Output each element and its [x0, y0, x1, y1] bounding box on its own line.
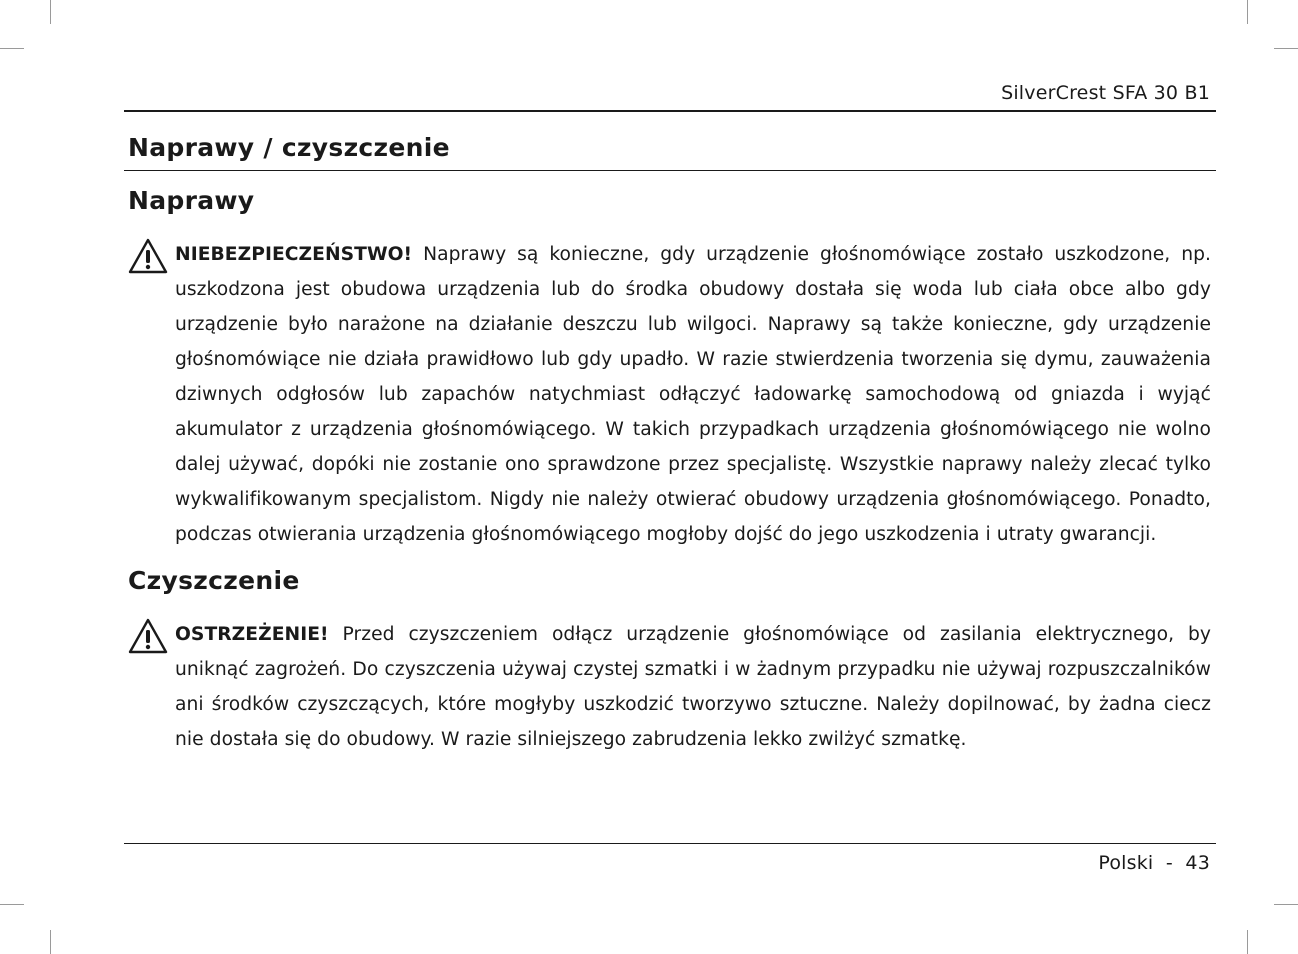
- footer-rule: [124, 843, 1216, 844]
- section-heading-repairs: Naprawy: [128, 186, 255, 215]
- crop-mark: [50, 930, 51, 954]
- page-title: Naprawy / czyszczenie: [128, 133, 450, 162]
- crop-mark: [0, 904, 24, 905]
- crop-mark: [1247, 930, 1248, 954]
- cleaning-warning-paragraph: [175, 617, 1211, 757]
- warning-label: OSTRZEŻENIE!: [175, 624, 329, 645]
- running-header: SilverCrest SFA 30 B1: [1001, 82, 1210, 104]
- header-rule: [124, 110, 1216, 112]
- cleaning-warning-text: Przed czyszczeniem odłącz urządzenie głośnomówiące od zasilania elektrycznego, by uniknąć zagrożeń. Do czyszczenia używaj czystej szmatki i w żadnym przypadku nie używaj rozpuszczalników ani środków czyszczących, które mogłyby uszkodzić tworzywo sztuczne. Należy dopilnować, by żadna ciecz nie dostała się do obudowy. W razie silniejszego zabrudzenia lekko zwilżyć szmatkę.: [175, 624, 1211, 750]
- danger-label: NIEBEZPIECZEŃSTWO!: [175, 244, 413, 265]
- section-heading-cleaning: Czyszczenie: [128, 566, 300, 595]
- page-number: Polski - 43: [1098, 852, 1210, 874]
- repairs-warning-text: Naprawy są konieczne, gdy urządzenie głośnomówiące zostało uszkodzone, np. uszkodzona jest obudowa urządzenia lub do środka obudowy dostała się woda lub ciała obce albo gdy urządzenie było narażone na działanie deszczu lub wilgoci. Naprawy są także konieczne, gdy urządzenie głośnomówiące nie działa prawidłowo lub gdy upadło. W razie stwierdzenia tworzenia się dymu, zauważenia dziwnych odgłosów lub zapachów natychmiast odłączyć ładowarkę samochodową od gniazda i wyjąć akumulator z urządzenia głośnomówiącego. W takich przypadkach urządzenia głośnomówiącego nie wolno dalej używać, dopóki nie zostanie ono sprawdzone przez specjalistę. Wszystkie naprawy należy zlecać tylko wykwalifikowanym specjalistom. Nigdy nie należy otwierać obudowy urządzenia głośnomówiącego. Ponadto, podczas otwierania urządzenia głośnomówiącego mogłoby dojść do jego uszkodzenia i utraty gwarancji.: [175, 244, 1211, 545]
- title-rule: [124, 170, 1216, 171]
- crop-mark: [0, 48, 24, 49]
- crop-mark: [1247, 0, 1248, 24]
- crop-mark: [1274, 48, 1298, 49]
- crop-mark: [1274, 904, 1298, 905]
- crop-mark: [50, 0, 51, 24]
- repairs-warning-paragraph: [175, 237, 1211, 552]
- warning-triangle-icon: [128, 618, 168, 654]
- warning-triangle-icon: [128, 238, 168, 274]
